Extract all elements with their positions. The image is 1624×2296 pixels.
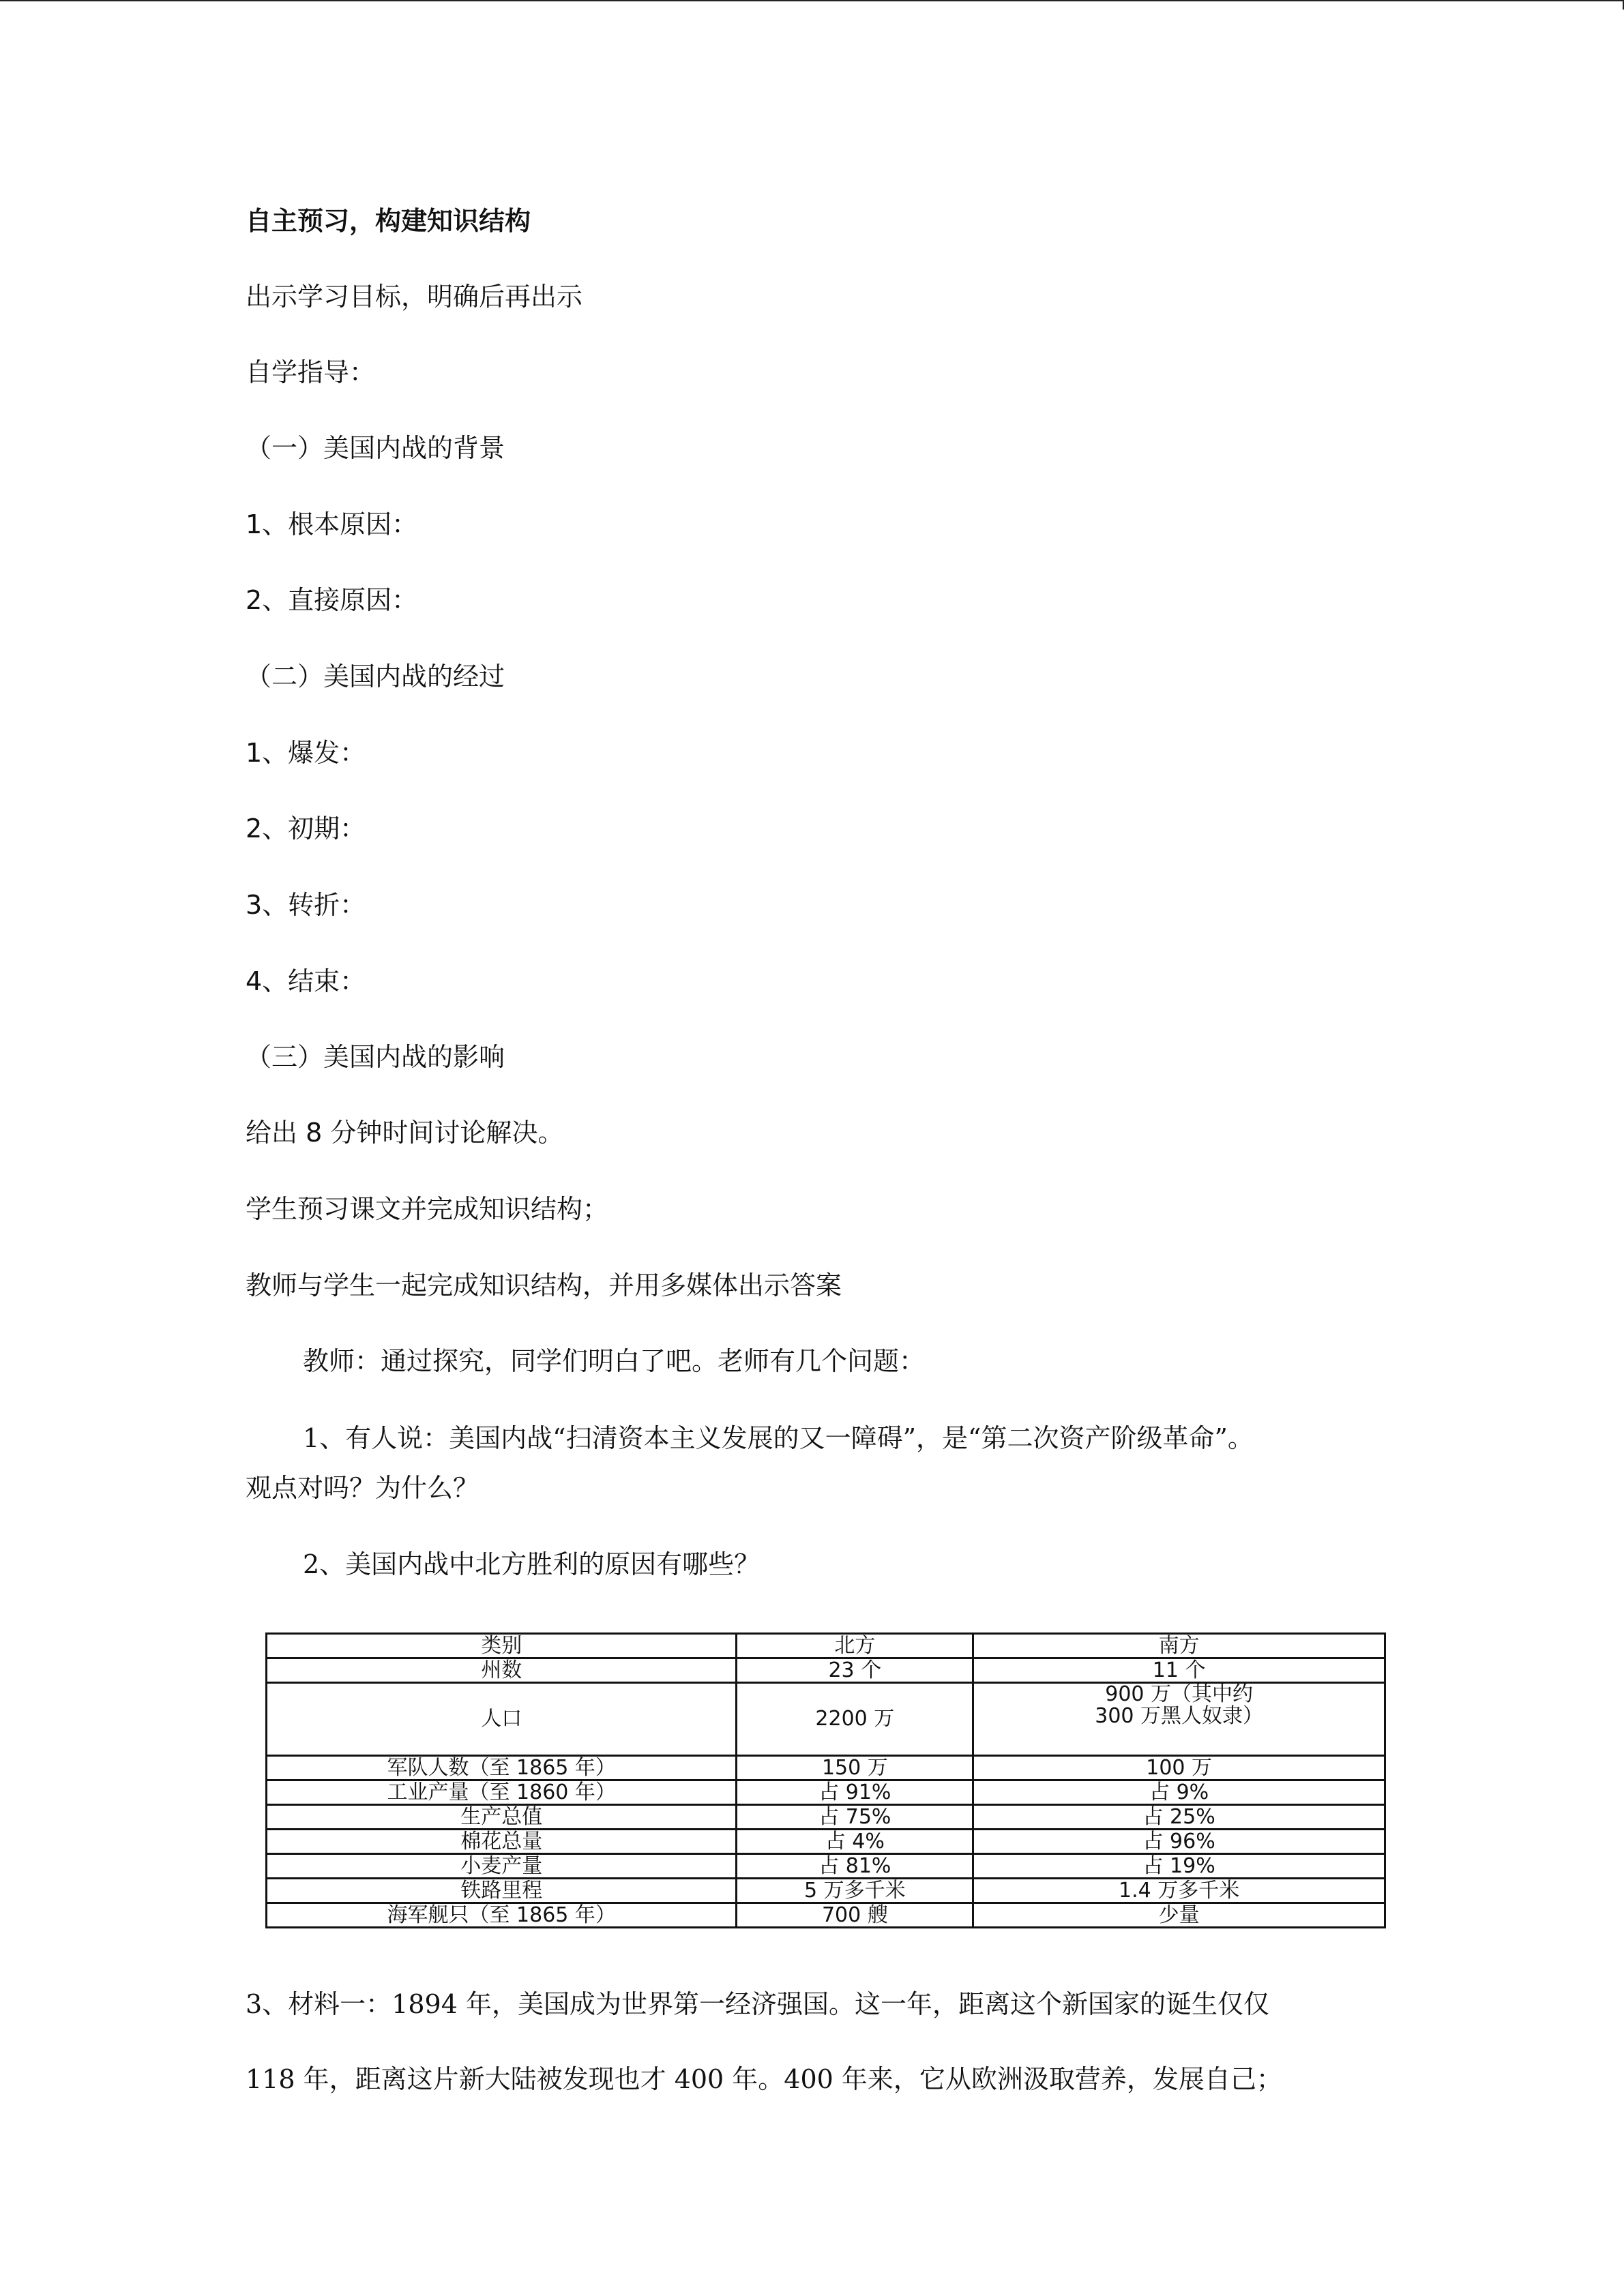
table-cell: 占 96% [973,1830,1385,1854]
table-header-row [267,1634,1385,1658]
table-cell: 23 个 [737,1658,973,1683]
table-row [267,1756,1385,1780]
table-cell: 少量 [973,1903,1385,1928]
part2-title: （二）美国内战的经过 [246,661,505,691]
table-cell: 占 9% [973,1780,1385,1805]
table-cell: 2200 万 [737,1683,973,1756]
table-cell: 900 万（其中约 300 万黑人奴隶） [973,1683,1385,1756]
teacher-task: 教师与学生一起完成知识结构，并用多媒体出示答案 [246,1270,842,1300]
table-row [267,1854,1385,1879]
table-cell: 小麦产量 [267,1854,737,1879]
part1-item: 1、根本原因： [246,509,418,539]
table-cell: 占 75% [737,1805,973,1830]
table-cell: 工业产量（至 1860 年） [267,1780,737,1805]
teacher-intro: 教师：通过探究，同学们明白了吧。老师有几个问题： [303,1346,926,1376]
question-1-line1: 1、有人说：美国内战“扫清资本主义发展的又一障碍”，是“第二次资产阶级革命”。 [303,1423,1254,1453]
part2-item: 2、初期： [246,814,366,844]
table-row [267,1879,1385,1903]
table-cell: 州数 [267,1658,737,1683]
table-row [267,1830,1385,1854]
table-row [267,1780,1385,1805]
table-cell: 军队人数（至 1865 年） [267,1756,737,1780]
part3-title: （三）美国内战的影响 [246,1042,505,1072]
table-cell: 占 19% [973,1854,1385,1879]
part2-item: 4、结束： [246,966,366,996]
table-cell: 占 4% [737,1830,973,1854]
section-heading: 自主预习，构建知识结构 [246,205,531,236]
table-cell: 占 91% [737,1780,973,1805]
student-task: 学生预习课文并完成知识结构； [246,1194,609,1224]
table-cell: 700 艘 [737,1903,973,1928]
table-cell: 11 个 [973,1658,1385,1683]
table-row [267,1658,1385,1683]
discussion-note: 给出 8 分钟时间讨论解决。 [246,1118,564,1148]
part2-item: 1、爆发： [246,738,366,768]
table-cell: 占 25% [973,1805,1385,1830]
part1-title: （一）美国内战的背景 [246,433,505,463]
table-row [267,1903,1385,1928]
part2-item: 3、转折： [246,890,366,920]
table-cell: 棉花总量 [267,1830,737,1854]
page-border-top [0,0,1624,1]
table-header-cell: 类别 [267,1634,737,1658]
table-cell: 100 万 [973,1756,1385,1780]
table-header-cell: 南方 [973,1634,1385,1658]
table-header-cell: 北方 [737,1634,973,1658]
table-cell: 生产总值 [267,1805,737,1830]
question-3-line1: 3、材料一：1894 年，美国成为世界第一经济强国。这一年，距离这个新国家的诞生仅仅 [246,1989,1269,2019]
self-study-guide: 自学指导： [246,357,376,387]
table-row [267,1683,1385,1756]
table-cell: 1.4 万多千米 [973,1879,1385,1903]
table-cell: 150 万 [737,1756,973,1780]
part1-item: 2、直接原因： [246,585,418,615]
north-south-comparison-table [265,1632,1386,1928]
table-cell: 海军舰只（至 1865 年） [267,1903,737,1928]
table-cell: 铁路里程 [267,1879,737,1903]
table-cell: 5 万多千米 [737,1879,973,1903]
table-row [267,1805,1385,1830]
question-3-line2: 118 年，距离这片新大陆被发现也才 400 年。400 年来，它从欧洲汲取营养，发展自己； [246,2064,1282,2094]
question-2: 2、美国内战中北方胜利的原因有哪些？ [303,1549,761,1579]
learning-goal: 出示学习目标，明确后再出示 [246,282,583,312]
question-1-line2: 观点对吗？为什么？ [246,1473,479,1503]
table-cell: 人口 [267,1683,737,1756]
table-cell: 占 81% [737,1854,973,1879]
